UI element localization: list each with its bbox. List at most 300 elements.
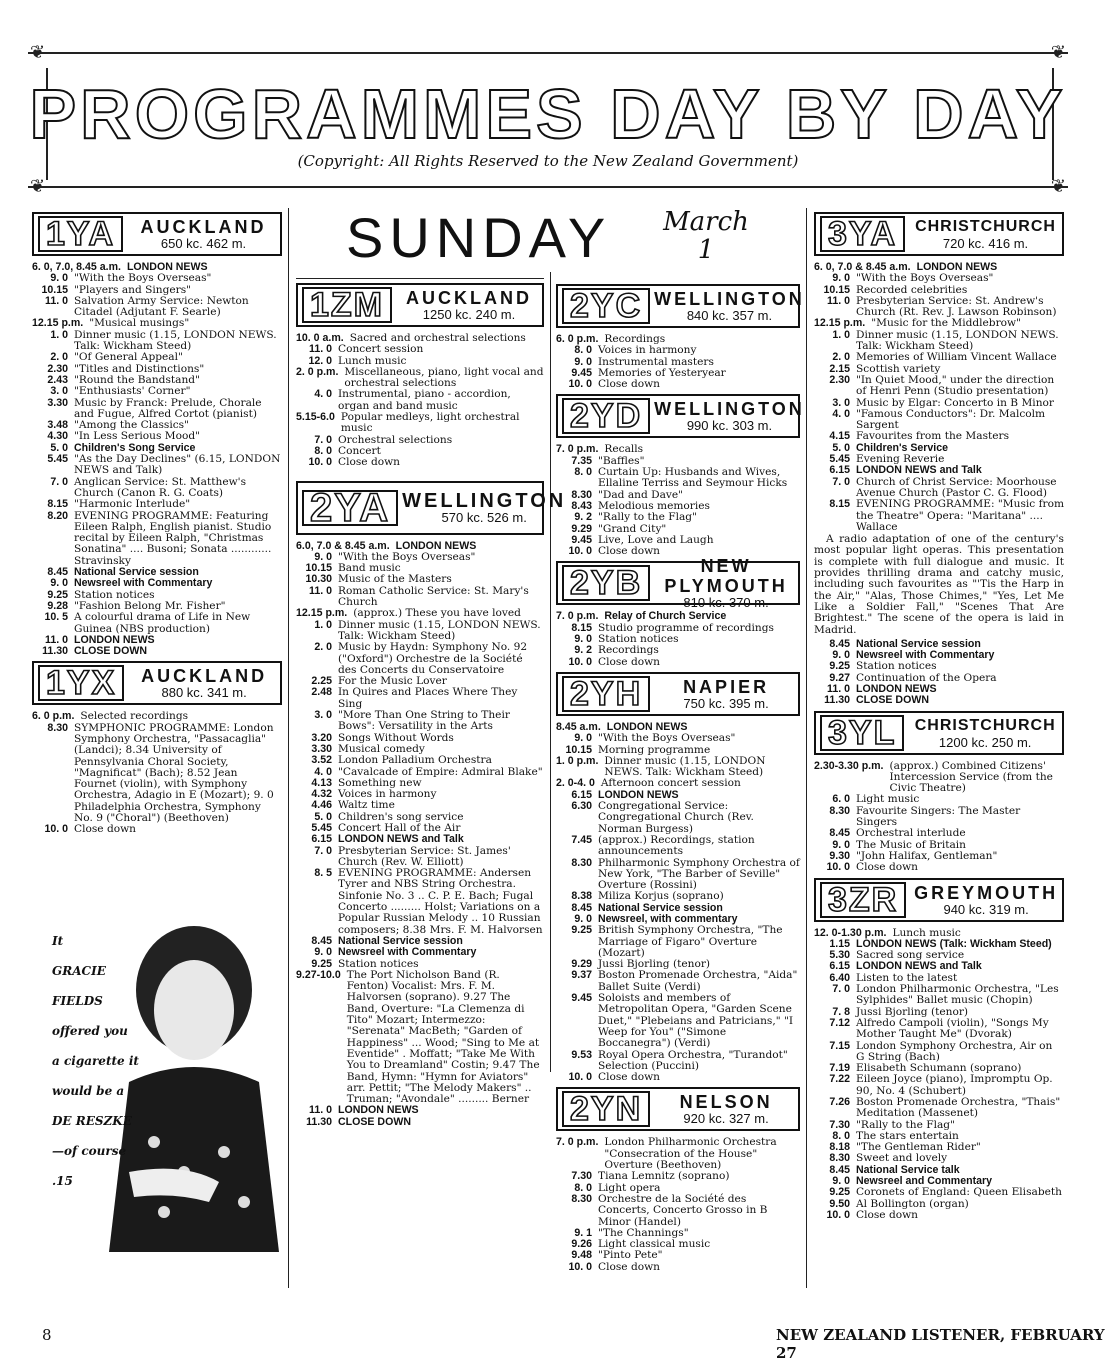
programme-time: 6.15 xyxy=(829,464,850,477)
programme-time: 9. 1 xyxy=(574,1226,592,1239)
programme-row xyxy=(556,858,800,892)
programme-row xyxy=(814,650,1064,661)
ad-line: —of course xyxy=(52,1144,127,1158)
programme-title: "Enthusiasts' Corner" xyxy=(74,385,191,398)
programme-title: "As the Day Declines" (6.15, LONDON NEWS and Talk) xyxy=(74,453,281,477)
programme-title: Orchestral interlude xyxy=(856,827,966,840)
programme-time: 11. 0 xyxy=(45,633,68,646)
programme-time: 12. 0 xyxy=(308,354,332,367)
programme-title: Salvation Army Service: Newton Citadel (Adjutant F. Searle) xyxy=(74,294,249,319)
programme-title: LONDON NEWS and Talk xyxy=(338,833,464,846)
programme-title: Close down xyxy=(338,456,400,469)
programme-row xyxy=(296,1105,544,1116)
programme-time: 10.15 xyxy=(305,562,332,575)
programme-time: 5. 0 xyxy=(50,441,68,454)
programme-title: LONDON NEWS xyxy=(395,539,477,552)
programme-time: 7. 0 p.m. xyxy=(556,443,599,456)
programme-title: Close down xyxy=(598,1071,660,1084)
programme-title: "In Less Serious Mood" xyxy=(74,430,201,443)
programme-title: National Service session xyxy=(598,901,723,914)
programme-time: 2. 0 xyxy=(314,641,332,654)
programme-time: 3.30 xyxy=(311,742,332,755)
programme-row xyxy=(296,868,544,936)
programme-time: 2. 0-4. 0 xyxy=(556,777,595,790)
station-header-2yb xyxy=(556,556,800,611)
programme-time: 3. 0 xyxy=(50,385,68,398)
programme-time: 12.15 p.m. xyxy=(814,317,866,330)
programme-title: Lunch music xyxy=(892,926,961,939)
programme-row xyxy=(296,755,544,766)
programme-time: 6.15 xyxy=(829,960,850,973)
programme-row xyxy=(556,657,800,668)
programme-time: 8.45 xyxy=(829,637,850,650)
programme-time: 2.30 xyxy=(47,362,68,375)
programme-time: 11. 0 xyxy=(309,584,332,597)
programme-time: 12.15 p.m. xyxy=(296,607,348,620)
programme-title: "Rally to the Flag" xyxy=(598,511,697,524)
programme-title: Close down xyxy=(598,1260,660,1273)
programme-title: LONDON NEWS xyxy=(126,261,208,273)
programme-row xyxy=(814,409,1064,432)
programme-title: Music by Haydn: Symphony No. 92 ("Oxford") Orchestre de la Société des Concerts du Conservatoire xyxy=(338,641,528,676)
programme-time: 2.30-3.30 p.m. xyxy=(814,759,884,772)
programme-time: 9.26 xyxy=(571,1238,592,1251)
programme-time: 8.30 xyxy=(829,804,850,817)
programme-row xyxy=(296,789,544,800)
programme-time: 8. 0 xyxy=(574,466,592,479)
station-frequency: 1250 kc. 240 m. xyxy=(422,307,516,322)
programme-row xyxy=(296,435,544,446)
programme-row xyxy=(814,465,1064,476)
programme-title: Music by Franck: Prelude, Chorale and Fugue, Alfred Cortot (pianist) xyxy=(74,396,262,420)
programme-time: 6.15 xyxy=(311,833,332,846)
programme-time: 7. 0 xyxy=(314,433,332,446)
programme-title: Dinner music (1.15, LONDON NEWS. Talk: Wickham Steed) xyxy=(856,328,1059,353)
programme-row xyxy=(556,645,800,656)
ad-line: a cigarette it xyxy=(52,1054,139,1068)
programme-row xyxy=(296,389,544,412)
station-header-3zr xyxy=(814,878,1064,922)
programme-title: LONDON NEWS xyxy=(856,682,937,695)
scroll-ornament-icon: ❦ xyxy=(30,42,46,63)
programme-list xyxy=(296,333,544,469)
programme-row xyxy=(556,467,800,490)
programme-time: 5.45 xyxy=(829,453,850,466)
programme-title: Boston Promenade Orchestra, "Aida" Ballet Suite (Verdi) xyxy=(598,969,798,993)
programme-row xyxy=(296,457,544,468)
programme-time: 9.48 xyxy=(571,1249,592,1262)
programme-title: Roman Catholic Service: St. Mary's Church xyxy=(338,584,529,609)
ad-line: offered you xyxy=(52,1024,128,1038)
programme-row xyxy=(32,499,282,510)
programme-time: 9.30 xyxy=(829,849,850,862)
programme-title: Memories of William Vincent Wallace xyxy=(856,351,1057,364)
station-header-2yh xyxy=(556,672,800,716)
programme-title: LONDON NEWS xyxy=(74,633,155,646)
programme-time: 8. 0 xyxy=(314,444,332,457)
station-logo: 2YB xyxy=(562,565,650,601)
programme-row xyxy=(556,801,800,835)
programme-title: Close down xyxy=(598,545,660,558)
programme-title: Station notices xyxy=(856,660,937,673)
programme-title: Royal Opera Orchestra, "Turandot" Selection (Puccini) xyxy=(598,1048,788,1072)
station-city: CHRISTCHURCH xyxy=(915,218,1056,235)
programme-title: Evening Reverie xyxy=(856,453,945,466)
programme-row xyxy=(556,891,800,902)
programme-list xyxy=(32,711,282,835)
programme-title: Melodious memories xyxy=(598,499,710,512)
programme-row xyxy=(814,828,1064,839)
programme-title: Children's Service xyxy=(856,441,949,454)
programme-time: 8.30 xyxy=(571,1192,592,1205)
programme-title: "The Channings" xyxy=(598,1226,689,1239)
programme-row xyxy=(296,412,544,435)
programme-time: 3.52 xyxy=(311,754,332,767)
programme-time: 7.35 xyxy=(571,454,592,467)
programme-title: Al Bollington (organ) xyxy=(856,1197,969,1210)
programme-time: 6.15 xyxy=(571,788,592,801)
programme-title: Recordings xyxy=(598,644,659,657)
programme-time: 2.30 xyxy=(829,373,850,386)
programme-time: 8.15 xyxy=(571,621,592,634)
programme-row xyxy=(814,1199,1064,1210)
station-city: GREYMOUTH xyxy=(914,882,1059,903)
programme-time: 7.30 xyxy=(571,1170,592,1183)
programme-row xyxy=(32,386,282,397)
programme-row xyxy=(556,444,800,455)
programme-row xyxy=(32,511,282,567)
programme-row xyxy=(556,835,800,858)
programme-title: Close down xyxy=(856,1208,918,1221)
programme-time: 7. 0 xyxy=(314,844,332,857)
programme-row xyxy=(556,1239,800,1250)
programme-time: 10. 0 a.m. xyxy=(296,332,344,344)
programme-title: Children's Song Service xyxy=(74,441,196,454)
page-title: PROGRAMMES DAY BY DAY xyxy=(29,75,1067,153)
programme-row xyxy=(32,723,282,825)
programme-time: 1. 0 xyxy=(832,328,850,341)
programme-time: 8.45 a.m. xyxy=(556,720,601,733)
programme-row xyxy=(296,970,544,1106)
programme-time: 11. 0 xyxy=(827,294,850,307)
programme-time: 12. 0-1.30 p.m. xyxy=(814,926,887,939)
programme-title: Station notices xyxy=(598,633,679,646)
programme-time: 6.30 xyxy=(571,800,592,813)
programme-title: "Harmonic Interlude" xyxy=(74,498,191,511)
station-city: AUCKLAND xyxy=(141,666,268,687)
ad-line: FIELDS xyxy=(52,994,103,1008)
programme-row xyxy=(556,925,800,959)
programme-time: 7.19 xyxy=(829,1062,850,1075)
programme-time: 8.43 xyxy=(571,499,592,512)
programme-time: 12.15 p.m. xyxy=(32,317,84,330)
programme-time: 4.46 xyxy=(311,799,332,812)
programme-row xyxy=(32,273,282,284)
programme-title: Station notices xyxy=(74,588,155,601)
ad-line: GRACIE xyxy=(52,964,106,978)
programme-row xyxy=(556,345,800,356)
month: March xyxy=(663,207,749,237)
programme-time: 3.30 xyxy=(47,396,68,409)
advertisement xyxy=(34,912,286,1252)
programme-list xyxy=(32,262,282,657)
programme-title: (approx.) Combined Citizens' Intercession Service (from the Civic Theatre) xyxy=(889,759,1053,795)
programme-time: 4. 0 xyxy=(832,407,850,420)
programme-time: 9.25 xyxy=(47,588,68,601)
programme-title: Dinner music (1.15, LONDON NEWS. Talk: Wickham Steed) xyxy=(74,328,277,353)
programme-title: "With the Boys Overseas" xyxy=(74,272,212,285)
programme-title: Miscellaneous, piano, light vocal and orchestral selections xyxy=(344,365,544,390)
programme-title: Children's song service xyxy=(338,810,464,823)
opera-note: A radio adaptation of one of the century's most popular light operas. This presentation is complete with full dialogue and music. It provides thrilling drama and catchy music, including such favourites as "'Tis the Harp in the Air," "Alas, Those Chimes," "Yes, Let Me Like a Soldier Fall," "Scenes That Are Brightest." The scene of the opera is laid in Madrid. xyxy=(814,533,1064,636)
programme-title: (approx.) These you have loved xyxy=(353,607,521,620)
programme-list xyxy=(556,1137,800,1273)
page-number: 8 xyxy=(42,1326,52,1344)
date: 1 xyxy=(697,235,715,265)
programme-time: 5.30 xyxy=(829,949,850,962)
day-name: SUNDAY xyxy=(346,206,612,269)
programme-title: CLOSE DOWN xyxy=(338,1115,411,1128)
programme-time: 2. 0 p.m. xyxy=(296,365,339,378)
station-frequency: 570 kc. 526 m. xyxy=(441,509,527,525)
programme-time: 6. 0 xyxy=(832,793,850,806)
programme-time: 7.45 xyxy=(571,833,592,846)
programme-time: 6. 0, 7.0, 8.45 a.m. xyxy=(32,261,121,273)
station-logo: 1ZM xyxy=(302,287,392,323)
programme-row xyxy=(32,612,282,635)
programme-title: Congregational Service: Congregational Church (Rev. Norman Burgess) xyxy=(598,800,754,835)
programme-time: 10. 0 xyxy=(568,655,592,668)
programme-time: 8. 0 xyxy=(832,1129,850,1142)
programme-title: Waltz time xyxy=(338,799,395,812)
station-city: WELLINGTON xyxy=(654,399,805,420)
programme-title: Afternoon concert session xyxy=(600,777,741,790)
programme-time: 6.40 xyxy=(829,971,850,984)
programme-title: EVENING PROGRAMME: "Music from the Theatre" Opera: "Maritana" .... Wallace xyxy=(856,498,1064,533)
station-logo: 3YA xyxy=(820,216,905,252)
ad-line: would be a xyxy=(52,1084,125,1098)
programme-time: 8.18 xyxy=(829,1141,850,1154)
programme-title: The Port Nicholson Band (R. Fenton) Vocalist: Mrs. F. M. Halvorsen (soprano). 9.27 The Band, Overture: "La Clemenza di Tito" Mozart; Intermezzo: "Serenata" MacBeth; "Garden of Happiness" ... Wood; "Sing to Me at Eventide" . Moffatt; "Take Me With You to Dreamland" Costin; 9.47 The Band, Hymn: "Hymn for Aviators" arr. Pettit; "The Melody Makers" .. Truman; "Avondale" ......... Berner xyxy=(346,968,540,1106)
programme-title: Curtain Up: Husbands and Wives, Ellaline Terriss and Seymour Hicks xyxy=(598,466,788,490)
programme-time: 10. 5 xyxy=(44,611,68,624)
programme-title: "Musical musings" xyxy=(89,317,190,330)
programme-row xyxy=(556,970,800,993)
programme-row xyxy=(556,1137,800,1171)
programme-row xyxy=(814,661,1064,672)
station-logo: 2YA xyxy=(302,490,398,526)
programme-title: Close down xyxy=(598,378,660,391)
programme-time: 6. 0 p.m. xyxy=(32,710,75,723)
programme-time: 10. 0 xyxy=(308,456,332,469)
programme-time: 9. 0 xyxy=(314,550,332,563)
programme-title: Dinner music (1.15, LONDON NEWS. Talk: Wickham Steed) xyxy=(604,754,766,779)
programme-row xyxy=(814,1187,1064,1198)
programme-title: The Music of Britain xyxy=(856,838,967,851)
column-rule xyxy=(806,208,807,1288)
date-heading xyxy=(656,208,756,264)
programme-time: 7. 8 xyxy=(832,1005,850,1018)
programme-time: 1. 0 xyxy=(314,618,332,631)
programme-time: 9.45 xyxy=(571,366,592,379)
programme-time: 11. 0 xyxy=(309,1104,332,1117)
programme-title: Jussi Bjorling (tenor) xyxy=(856,1005,969,1018)
programme-time: 8.45 xyxy=(829,1163,850,1176)
programme-row xyxy=(814,499,1064,533)
programme-title: Orchestre de la Société des Concerts, Concerto Grosso in B Minor (Handel) xyxy=(598,1192,768,1228)
programme-time: 11.30 xyxy=(306,1115,332,1128)
programme-time: 9.29 xyxy=(571,522,592,535)
programme-title: Sweet and lovely xyxy=(856,1152,948,1165)
scroll-ornament-icon: ❦ xyxy=(1050,176,1066,197)
programme-time: 4.13 xyxy=(311,776,332,789)
programme-time: 9.45 xyxy=(571,533,592,546)
programme-row xyxy=(814,862,1064,873)
programme-row xyxy=(296,1117,544,1128)
programme-time: 5.45 xyxy=(47,453,68,466)
programme-time: 7.15 xyxy=(829,1039,850,1052)
programme-time: 4. 0 xyxy=(314,765,332,778)
programme-row xyxy=(556,1262,800,1273)
scroll-ornament-icon: ❦ xyxy=(1050,42,1066,63)
programme-title: "Titles and Distinctions" xyxy=(74,362,205,375)
programme-list xyxy=(296,541,544,1128)
programme-time: 6.0, 7.0 & 8.45 a.m. xyxy=(296,539,390,552)
programme-time: 8.45 xyxy=(571,901,592,914)
column-4 xyxy=(814,208,1064,1221)
day-heading xyxy=(296,206,612,269)
programme-time: 10. 0 xyxy=(568,378,592,391)
programme-list xyxy=(814,262,1064,533)
banner xyxy=(28,42,1068,197)
programme-title: Something new xyxy=(338,776,422,789)
programme-time: 9.53 xyxy=(571,1048,592,1061)
programme-title: LONDON NEWS xyxy=(338,1104,419,1117)
programme-time: 8.15 xyxy=(829,498,850,511)
programme-title: Close down xyxy=(598,655,660,668)
station-logo: 1YA xyxy=(38,216,123,252)
programme-time: 10.15 xyxy=(565,743,592,756)
programme-time: 9. 0 xyxy=(832,838,850,851)
programme-time: 10. 0 xyxy=(826,861,850,874)
programme-title: London Palladium Orchestra xyxy=(338,754,492,767)
programme-title: Voices in harmony xyxy=(598,344,697,357)
column-rule xyxy=(288,208,289,1288)
programme-row xyxy=(814,1074,1064,1097)
programme-row xyxy=(32,578,282,589)
programme-title: In Quires and Places Where They Sing xyxy=(338,686,518,710)
programme-row xyxy=(814,806,1064,829)
station-header-3yl xyxy=(814,711,1064,755)
programme-time: 1. 0 xyxy=(50,328,68,341)
programme-title: Sacred song service xyxy=(856,949,965,962)
programme-title: Favourites from the Masters xyxy=(856,430,1010,443)
programme-title: Eileen Joyce (piano), Impromptu Op. 90, No. 4 (Schubert) xyxy=(856,1073,1053,1097)
programme-time: 8.45 xyxy=(47,566,68,579)
programme-title: CLOSE DOWN xyxy=(856,694,929,707)
programme-time: 11. 0 xyxy=(827,682,850,695)
programme-row xyxy=(296,642,544,676)
station-frequency: 990 kc. 303 m. xyxy=(686,418,773,434)
programme-row xyxy=(556,368,800,379)
programme-list xyxy=(556,444,800,557)
programme-title: "Fashion Belong Mr. Fisher" xyxy=(74,599,226,612)
programme-row xyxy=(296,367,544,390)
programme-row xyxy=(814,352,1064,363)
programme-time: 3. 0 xyxy=(832,396,850,409)
station-logo: 2YC xyxy=(562,288,650,324)
programme-title: "In Quiet Mood," under the direction of Henri Penn (Studio presentation) xyxy=(856,373,1055,398)
programme-time: 3. 0 xyxy=(314,709,332,722)
programme-time: 8.30 xyxy=(47,721,68,734)
programme-time: 10. 0 xyxy=(568,1260,592,1273)
station-frequency: 810 kc. 370 m. xyxy=(683,595,769,611)
station-city: WELLINGTON xyxy=(654,289,805,309)
programme-title: Light music xyxy=(856,793,920,806)
programme-row xyxy=(814,273,1064,284)
programme-time: 9. 0 xyxy=(832,649,850,662)
programme-row xyxy=(814,1210,1064,1221)
programme-time: 8.30 xyxy=(571,488,592,501)
programme-time: 10. 0 xyxy=(44,823,68,836)
programme-row xyxy=(814,673,1064,684)
programme-row xyxy=(556,634,800,645)
programme-list xyxy=(814,928,1064,1222)
programme-time: 7. 0 p.m. xyxy=(556,610,599,623)
programme-time: 3.48 xyxy=(47,419,68,432)
programme-title: "Rally to the Flag" xyxy=(856,1118,955,1131)
programme-title: Voices in harmony xyxy=(338,788,437,801)
programme-title: "Among the Classics" xyxy=(74,419,189,432)
station-logo: 2YD xyxy=(562,398,650,434)
programme-title: Listen to the latest xyxy=(856,971,958,984)
programme-time: 1. 0 p.m. xyxy=(556,754,599,767)
programme-time: 6. 0 p.m. xyxy=(556,333,599,345)
programme-title: Elisabeth Schumann (soprano) xyxy=(856,1062,1022,1075)
station-header-3ya xyxy=(814,212,1064,256)
programme-row xyxy=(32,398,282,421)
programme-title: Live, Love and Laugh xyxy=(598,533,714,546)
programme-title: Miliza Korjus (soprano) xyxy=(598,890,724,903)
programme-time: 6. 0, 7.0 & 8.45 a.m. xyxy=(814,261,911,273)
programme-row xyxy=(556,1050,800,1073)
programme-time: 4.15 xyxy=(829,430,850,443)
programme-title: Anglican Service: St. Matthew's Church (Canon R. G. Coats) xyxy=(74,475,247,499)
programme-title: National Service session xyxy=(338,934,463,947)
station-city: NEW PLYMOUTH xyxy=(664,556,788,597)
programme-time: 10. 0 xyxy=(826,1208,850,1221)
programme-time: 7. 0 xyxy=(50,475,68,488)
programme-title: Newsreel, with commentary xyxy=(598,912,738,925)
programme-row xyxy=(32,635,282,646)
programme-row xyxy=(32,454,282,477)
programme-row xyxy=(814,684,1064,695)
programme-row xyxy=(32,296,282,319)
programme-row xyxy=(556,1171,800,1182)
programme-row xyxy=(814,761,1064,795)
programme-time: 11. 0 xyxy=(45,294,68,307)
programme-row xyxy=(556,733,800,744)
programme-title: LONDON NEWS xyxy=(598,788,679,801)
programme-title: CLOSE DOWN xyxy=(74,645,147,658)
programme-row xyxy=(814,330,1064,353)
programme-row xyxy=(814,477,1064,500)
programme-title: EVENING PROGRAMME: Featuring Eileen Ralph, English pianist. Studio recital by Eileen Ralph, "Christmas Sonatina" .... Busoni; Sonata ............ Stravinsky xyxy=(74,509,272,567)
programme-row xyxy=(32,477,282,500)
programme-title: Newsreel and Commentary xyxy=(856,1175,993,1188)
programme-row xyxy=(556,535,800,546)
programme-title: Light classical music xyxy=(598,1238,711,1251)
